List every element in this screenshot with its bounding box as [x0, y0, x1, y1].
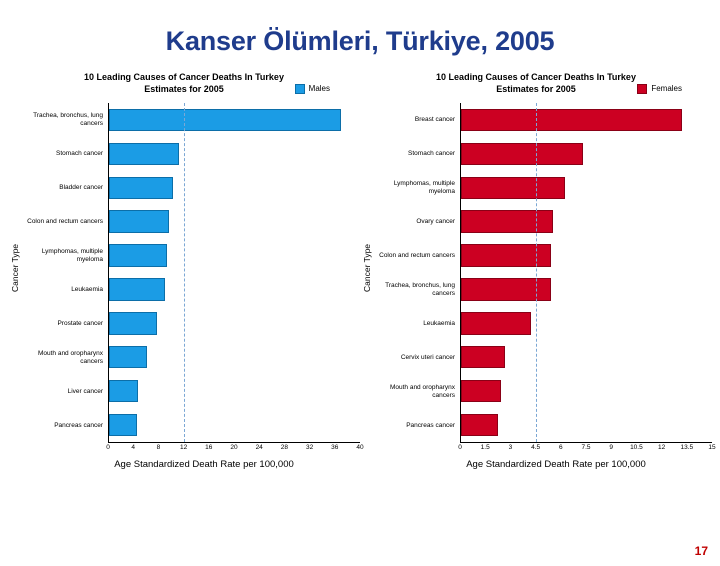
legend-males — [295, 83, 330, 95]
category-label: Prostate cancer — [57, 320, 103, 327]
chart-females-subtitle: Estimates for 2005 — [496, 84, 576, 94]
category-label: Pancreas cancer — [54, 422, 103, 429]
bar-row — [461, 374, 712, 408]
legend-swatch-icon — [637, 84, 647, 94]
category-label: Ovary cancer — [416, 218, 455, 225]
bar-row — [109, 171, 360, 205]
category-label: Leukaemia — [423, 320, 455, 327]
bar — [109, 210, 169, 232]
category-label: Liver cancer — [67, 388, 103, 395]
x-tick-label: 15 — [708, 444, 716, 451]
x-tick-label: 7.5 — [581, 444, 591, 451]
bar-row — [109, 273, 360, 307]
legend-females-label: Females — [651, 84, 682, 93]
bar-row — [461, 273, 712, 307]
category-label: Lymphomas, multiple myeloma — [41, 248, 103, 263]
bar — [109, 109, 341, 131]
legend-swatch-icon — [295, 84, 305, 94]
category-label: Leukaemia — [71, 286, 103, 293]
chart-females-x-ticks — [458, 443, 716, 455]
chart-males-bars — [109, 103, 360, 442]
bar-row — [461, 306, 712, 340]
x-tick-label: 24 — [255, 444, 263, 451]
chart-females-xlabel: Age Standardized Death Rate per 100,000 — [466, 459, 646, 470]
bar — [461, 380, 501, 402]
charts-row — [0, 71, 720, 470]
x-tick-label: 9 — [609, 444, 613, 451]
chart-males-category-labels — [22, 103, 108, 443]
bar-row — [109, 340, 360, 374]
bar — [109, 143, 179, 165]
x-tick-label: 16 — [205, 444, 213, 451]
bar-row — [109, 239, 360, 273]
bar — [461, 210, 553, 232]
x-tick-label: 28 — [280, 444, 289, 451]
bar — [109, 177, 173, 199]
chart-females-plot-area — [460, 103, 712, 443]
category-label: Pancreas cancer — [406, 422, 455, 429]
chart-males-x-ticks — [106, 443, 364, 455]
category-label: Trachea, bronchus, lung cancers — [385, 282, 455, 297]
bar-row — [461, 205, 712, 239]
x-tick-label: 4.5 — [531, 444, 541, 451]
bar — [109, 278, 165, 300]
reference-line — [536, 103, 537, 442]
bar — [461, 143, 583, 165]
x-tick-label: 0 — [106, 444, 110, 451]
category-label: Bladder cancer — [59, 184, 103, 191]
reference-line — [184, 103, 185, 442]
bar-row — [461, 137, 712, 171]
chart-males-plot-wrap — [8, 103, 360, 443]
x-tick-label: 13.5 — [680, 444, 694, 451]
x-tick-label: 4 — [131, 444, 135, 451]
x-tick-label: 1.5 — [480, 444, 490, 451]
bar-row — [461, 340, 712, 374]
page-number: 17 — [694, 544, 708, 558]
x-tick-label: 3 — [508, 444, 513, 451]
bar — [109, 380, 138, 402]
chart-females-title: 10 Leading Causes of Cancer Deaths In Turkey — [436, 72, 636, 82]
bar-row — [461, 239, 712, 273]
x-tick-label: 32 — [305, 444, 314, 451]
bar — [461, 244, 551, 266]
x-tick-label: 10.5 — [630, 444, 643, 451]
category-label: Mouth and oropharynx cancers — [389, 384, 455, 399]
bar — [461, 312, 531, 334]
bar-row — [461, 171, 712, 205]
chart-males-xlabel: Age Standardized Death Rate per 100,000 — [114, 459, 294, 470]
bar — [109, 244, 167, 266]
chart-males-plot-area — [108, 103, 360, 443]
bar — [461, 346, 505, 368]
bar — [461, 414, 498, 436]
bar — [461, 177, 565, 199]
chart-females-bars — [461, 103, 712, 442]
bar-row — [109, 137, 360, 171]
x-tick-label: 36 — [331, 444, 339, 451]
chart-males-ylabel: Cancer Type — [10, 243, 20, 293]
bar-row — [109, 408, 360, 442]
chart-females-plot-wrap — [360, 103, 712, 443]
bar-row — [109, 374, 360, 408]
chart-females-header — [360, 71, 712, 95]
bar-row — [461, 408, 712, 442]
category-label: Breast cancer — [414, 116, 455, 123]
chart-females-ylabel: Cancer Type — [362, 243, 372, 293]
bar — [109, 346, 147, 368]
bar — [461, 109, 682, 131]
category-label: Cervix uteri cancer — [400, 354, 455, 361]
bar-row — [109, 205, 360, 239]
x-tick-label: 12 — [179, 444, 188, 451]
x-tick-label: 40 — [356, 444, 364, 451]
category-label: Trachea, bronchus, lung cancers — [33, 112, 103, 127]
bar — [109, 414, 137, 436]
category-label: Colon and rectum cancers — [27, 218, 103, 225]
chart-males-header — [8, 71, 360, 95]
bar-row — [461, 103, 712, 137]
x-tick-label: 12 — [657, 444, 666, 451]
legend-males-label: Males — [308, 84, 330, 93]
chart-females-category-labels — [374, 103, 460, 443]
category-label: Mouth and oropharynx cancers — [37, 350, 103, 365]
bar — [109, 312, 157, 334]
bar-row — [109, 306, 360, 340]
category-label: Stomach cancer — [408, 150, 455, 157]
chart-females — [360, 71, 716, 470]
category-label: Stomach cancer — [56, 150, 103, 157]
x-tick-label: 20 — [230, 444, 238, 451]
category-label: Lymphomas, multiple myeloma — [393, 180, 455, 195]
chart-males-title: 10 Leading Causes of Cancer Deaths In Turkey — [84, 72, 284, 82]
x-tick-label: 6 — [558, 444, 563, 451]
x-tick-label: 0 — [458, 444, 462, 451]
bar — [461, 278, 551, 300]
chart-males — [8, 71, 364, 470]
category-label: Colon and rectum cancers — [379, 252, 455, 259]
legend-females — [637, 83, 682, 95]
page-title: Kanser Ölümleri, Türkiye, 2005 — [165, 26, 555, 56]
bar-row — [109, 103, 360, 137]
x-tick-label: 8 — [156, 444, 161, 451]
chart-males-subtitle: Estimates for 2005 — [144, 84, 224, 94]
